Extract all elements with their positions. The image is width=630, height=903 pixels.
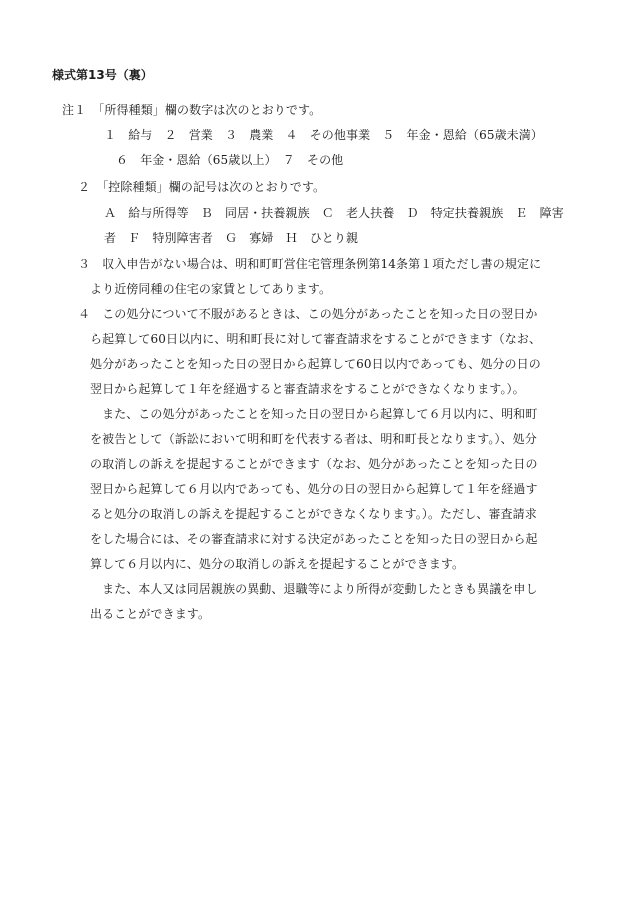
note-4-line-13: 出ることができます。 bbox=[90, 607, 211, 621]
note-1-income-types-line-2: ６ 年金・恩給（65歳以上） ７ その他 bbox=[116, 153, 344, 167]
note-4-line-2: ら起算して60日以内に、明和町長に対して審査請求をすることができます（なお、 bbox=[90, 332, 542, 346]
form-title: 様式第13号（裏） bbox=[52, 68, 153, 82]
note-4-line-5: また、この処分があったことを知った日の翌日から起算して６月以内に、明和町 bbox=[102, 407, 538, 421]
note-4-line-11: 算して６月以内に、処分の取消しの訴えを提起することができます。 bbox=[90, 557, 465, 571]
note-4-line-4: 翌日から起算して１年を経過すると審査請求をすることができなくなります。）。 bbox=[90, 382, 525, 396]
note-3-line-1: ３ 収入申告がない場合は、明和町町営住宅管理条例第14条第１項ただし書の規定に bbox=[78, 257, 542, 271]
note-1-heading: 注１ 「所得種類」欄の数字は次のとおりです。 bbox=[62, 103, 322, 117]
note-3-line-2: より近傍同種の住宅の家賃としてあります。 bbox=[90, 282, 332, 296]
note-2-deduction-types-line-1: Ａ 給与所得等 Ｂ 同居・扶養親族 Ｃ 老人扶養 Ｄ 特定扶養親族 Ｅ 障害 bbox=[104, 206, 564, 220]
note-1-income-types-line-1: １ 給与 ２ 営業 ３ 農業 ４ その他事業 ５ 年金・恩給（65歳未満） bbox=[104, 128, 543, 142]
note-4-line-7: の取消しの訴えを提起することができます（なお、処分があったことを知った日の bbox=[90, 457, 538, 471]
note-4-line-8: 翌日から起算して６月以内であっても、処分の日の翌日から起算して１年を経過す bbox=[90, 482, 538, 496]
note-4-line-9: ると処分の取消しの訴えを提起することができなくなります。）。ただし、審査請求 bbox=[90, 507, 537, 521]
note-4-line-12: また、本人又は同居親族の異動、退職等により所得が変動したときも異議を申し bbox=[102, 582, 538, 596]
note-4-line-3: 処分があったことを知った日の翌日から起算して60日以内であっても、処分の日の bbox=[90, 357, 541, 371]
note-4-line-10: をした場合には、その審査請求に対する決定があったことを知った日の翌日から起 bbox=[90, 532, 538, 546]
note-4-line-1: ４ この処分について不服があるときは、この処分があったことを知った日の翌日か bbox=[78, 307, 538, 321]
note-4-line-6: を被告として（訴訟において明和町を代表する者は、明和町長となります。）、処分 bbox=[90, 432, 537, 446]
note-2-heading: ２ 「控除種類」欄の記号は次のとおりです。 bbox=[78, 180, 326, 194]
note-2-deduction-types-line-2: 者 Ｆ 特別障害者 Ｇ 寡婦 Ｈ ひとり親 bbox=[104, 231, 359, 245]
